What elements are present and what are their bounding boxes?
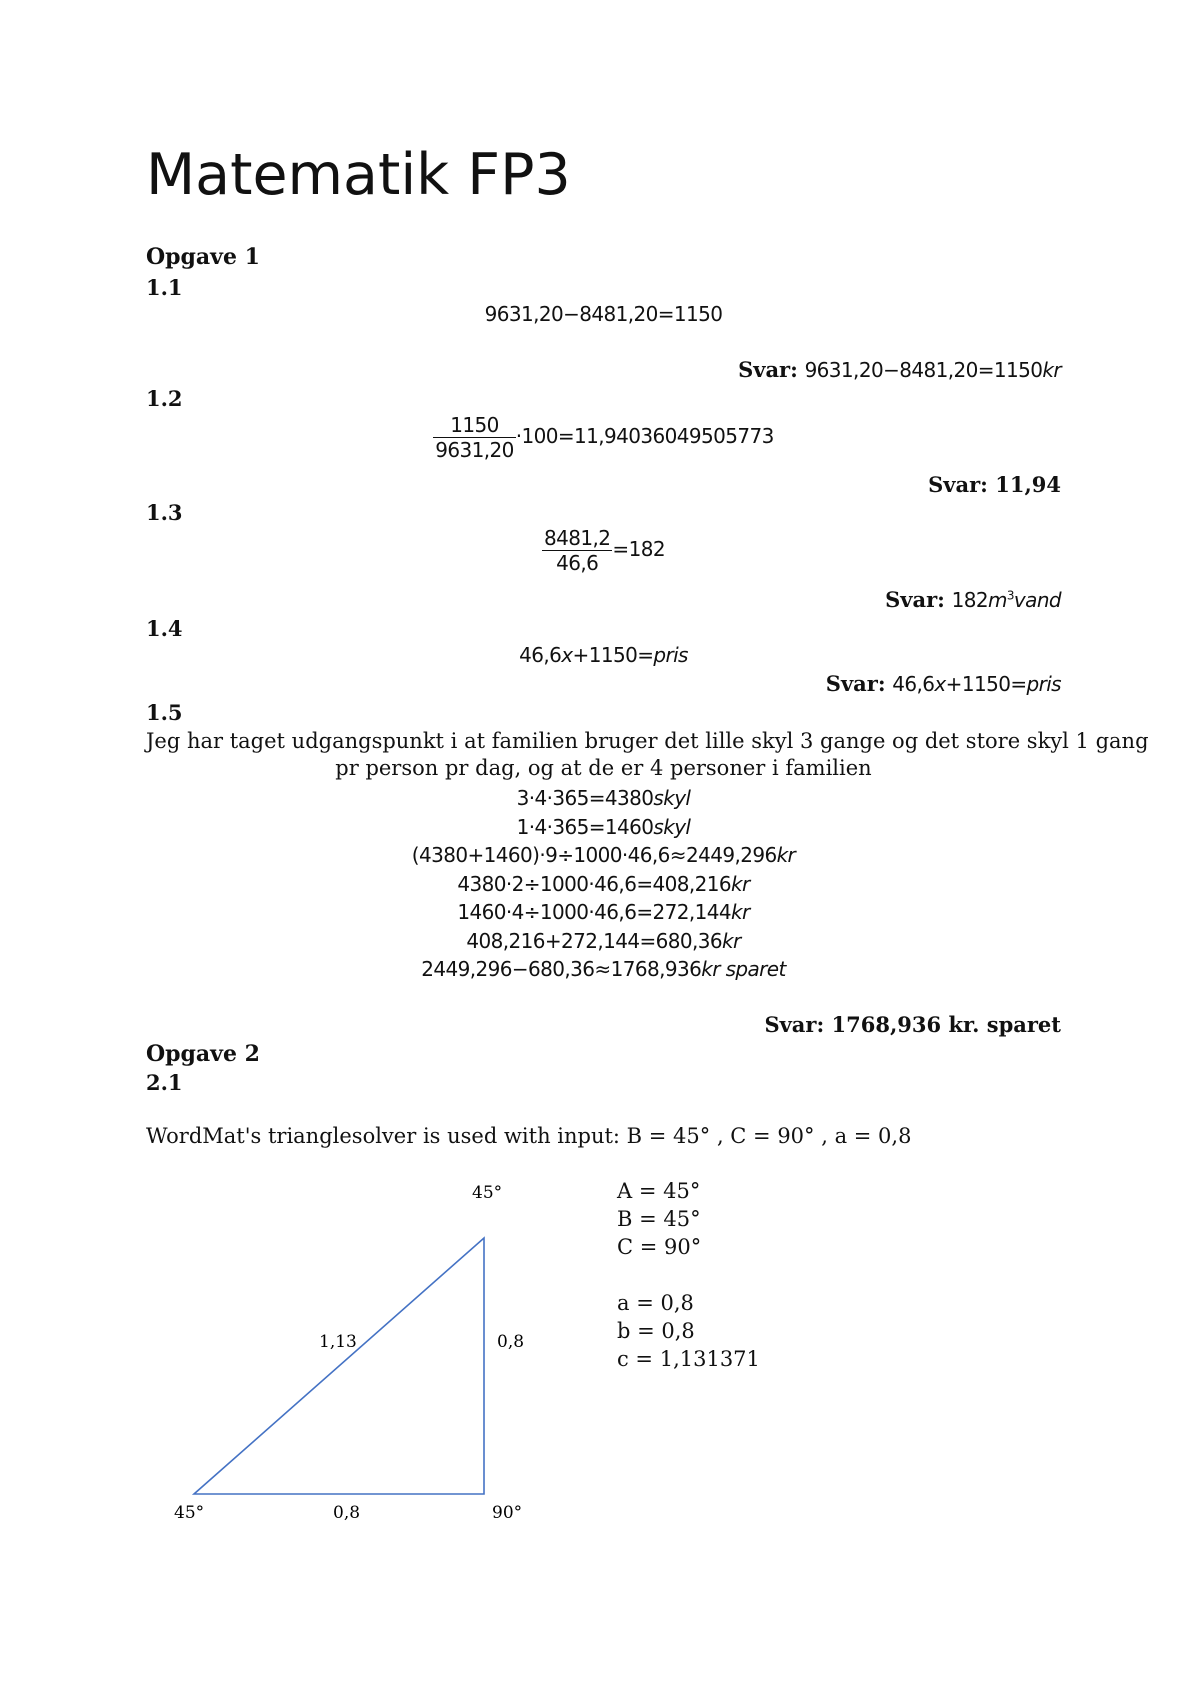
eq-rest: +1150= xyxy=(572,643,654,667)
calc-unit: kr xyxy=(730,871,750,896)
fraction-numerator: 8481,2 xyxy=(544,526,611,550)
calc-math: 408,216+272,144=680,36 xyxy=(466,928,723,953)
result-side-b: b = 0,8 xyxy=(617,1319,695,1343)
fraction-denominator: 46,6 xyxy=(556,551,599,575)
eq-rest: +1150= xyxy=(945,672,1027,696)
q1-5-text-line1: Jeg har taget udgangspunkt i at familien bruger det lille skyl 3 gange og det store skyl 1 gang xyxy=(146,729,1149,753)
equation-rest: ·100=11,94036049505773 xyxy=(515,424,774,448)
calc-math: 1·4·365=1460 xyxy=(516,814,654,839)
angle-left-label: 45° xyxy=(174,1503,205,1523)
fraction-denominator: 9631,20 xyxy=(435,438,514,462)
result-side-c: c = 1,131371 xyxy=(617,1347,760,1371)
calc-unit: kr xyxy=(776,843,796,867)
result-angle-b: B = 45° xyxy=(617,1207,701,1231)
angle-right-label: 90° xyxy=(492,1503,523,1523)
eq-var: x xyxy=(934,672,946,696)
svar-label: Svar: xyxy=(825,671,886,696)
calc-unit: kr xyxy=(730,900,750,924)
q1-1-label: 1.1 xyxy=(146,275,183,300)
opgave2-heading: Opgave 2 xyxy=(146,1041,260,1067)
calc-unit: kr xyxy=(722,928,741,953)
calc-math: 2449,296−680,36≈1768,936 xyxy=(421,957,702,981)
eq-var: x xyxy=(561,643,573,667)
q1-2-label: 1.2 xyxy=(146,386,183,411)
q1-2-answer: Svar: 11,94 xyxy=(928,472,1061,497)
result-angle-c: C = 90° xyxy=(617,1235,702,1259)
q1-1-equation: 9631,20−8481,20=1150 xyxy=(484,302,723,326)
q1-3-label: 1.3 xyxy=(146,500,183,525)
calc-unit: skyl xyxy=(653,814,691,839)
svar-label: Svar: xyxy=(885,587,945,612)
eq-pris: pris xyxy=(1026,672,1061,696)
calc-math: (4380+1460)·9÷1000·46,6≈2449,296 xyxy=(411,843,777,867)
eq-coef: 46,6 xyxy=(892,672,935,696)
svar-value: 182 xyxy=(951,588,988,612)
calc-math: 4380·2÷1000·46,6=408,216 xyxy=(457,871,731,896)
eq-pris: pris xyxy=(653,643,688,667)
page-title: Matematik FP3 xyxy=(146,142,571,208)
fraction-numerator: 1150 xyxy=(433,413,516,438)
svar-label: Svar: xyxy=(738,357,798,382)
q1-5-answer: Svar: 1768,936 kr. sparet xyxy=(764,1012,1061,1037)
svar-unit: m xyxy=(987,588,1007,612)
opgave1-heading: Opgave 1 xyxy=(146,244,260,270)
eq-coef: 46,6 xyxy=(519,643,562,667)
equation-rest: =182 xyxy=(612,537,665,561)
q1-5-text-line2: pr person pr dag, og at de er 4 personer i familien xyxy=(335,756,872,780)
q2-1-intro: WordMat's trianglesolver is used with input: B = 45° , C = 90° , a = 0,8 xyxy=(146,1124,912,1148)
side-vertical-label: 0,8 xyxy=(497,1332,525,1352)
side-hypotenuse-label: 1,13 xyxy=(319,1332,357,1352)
svar-unit: kr xyxy=(1042,358,1061,382)
svar-word: vand xyxy=(1013,588,1061,612)
q1-5-label: 1.5 xyxy=(146,700,183,725)
svar-exponent: 3 xyxy=(1006,588,1014,603)
calc-unit: kr sparet xyxy=(701,957,786,981)
triangle-results xyxy=(617,1177,760,1373)
calc-math: 1460·4÷1000·46,6=272,144 xyxy=(457,900,731,924)
angle-top-label: 45° xyxy=(472,1183,503,1203)
svar-math: 9631,20−8481,20=1150 xyxy=(804,358,1043,382)
side-base-label: 0,8 xyxy=(333,1503,361,1523)
q1-4-label: 1.4 xyxy=(146,616,183,641)
q2-1-label: 2.1 xyxy=(146,1070,183,1095)
result-angle-a: A = 45° xyxy=(617,1179,701,1203)
calc-unit: skyl xyxy=(653,786,691,810)
triangle-shape xyxy=(194,1238,484,1494)
calc-math: 3·4·365=4380 xyxy=(516,786,654,810)
result-side-a: a = 0,8 xyxy=(617,1291,694,1315)
